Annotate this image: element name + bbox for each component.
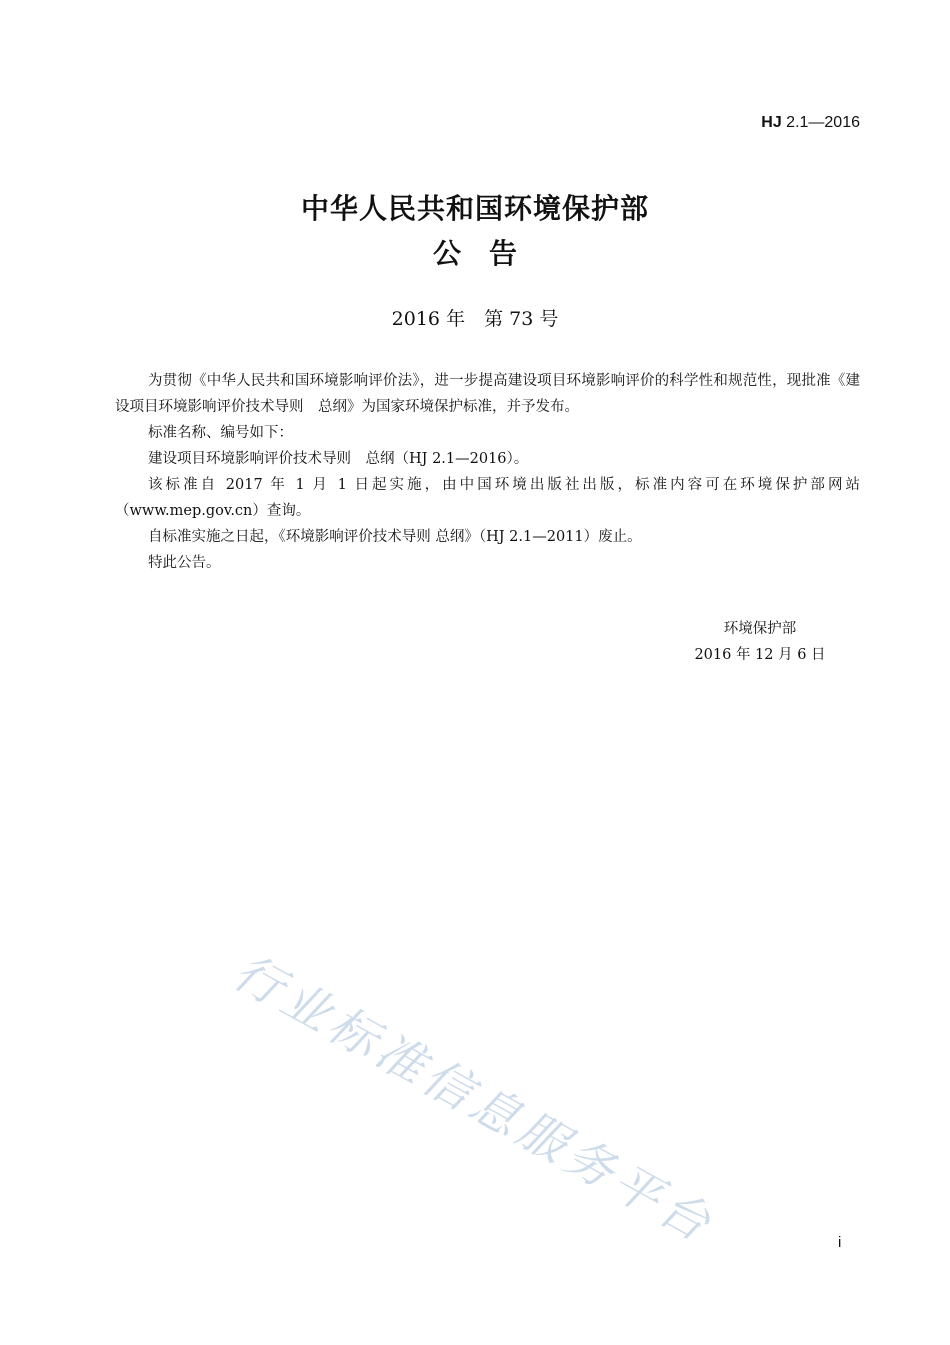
paragraph: 为贯彻《中华人民共和国环境影响评价法》，进一步提高建设项目环境影响评价的科学性和规范性，现批准《建设项目环境影响评价技术导则 总纲》为国家环境保护标准，并予发布。	[115, 373, 860, 415]
paragraph: 自标准实施之日起，《环境影响评价技术导则 总纲》（HJ 2.1—2011）废止。	[148, 529, 642, 545]
document-subtitle: 公 告	[432, 237, 517, 270]
standard-code	[761, 114, 860, 132]
signature-block	[680, 616, 840, 668]
paragraph: 标准名称、编号如下：	[148, 425, 293, 441]
page-number: i	[838, 1234, 842, 1251]
announcement-number: 2016 年 第 73 号	[391, 308, 559, 330]
paragraph: 建设项目环境影响评价技术导则 总纲（HJ 2.1—2016）。	[148, 451, 529, 467]
signature-date: 2016 年 12 月 6 日	[694, 647, 826, 663]
document-title: 中华人民共和国环境保护部	[300, 192, 649, 225]
standard-code-suffix: 2.1—2016	[781, 114, 860, 131]
paragraph: 特此公告。	[148, 555, 221, 571]
paragraph: 该标准自 2017 年 1 月 1 日起实施，由中国环境出版社出版，标准内容可在环境保护部网站（www.mep.gov.cn）查询。	[115, 477, 860, 519]
signature-org: 环境保护部	[723, 621, 797, 637]
watermark: 行业标准信息服务平台	[224, 943, 724, 1255]
announcement-body	[115, 368, 860, 576]
standard-code-prefix: HJ	[761, 114, 782, 131]
